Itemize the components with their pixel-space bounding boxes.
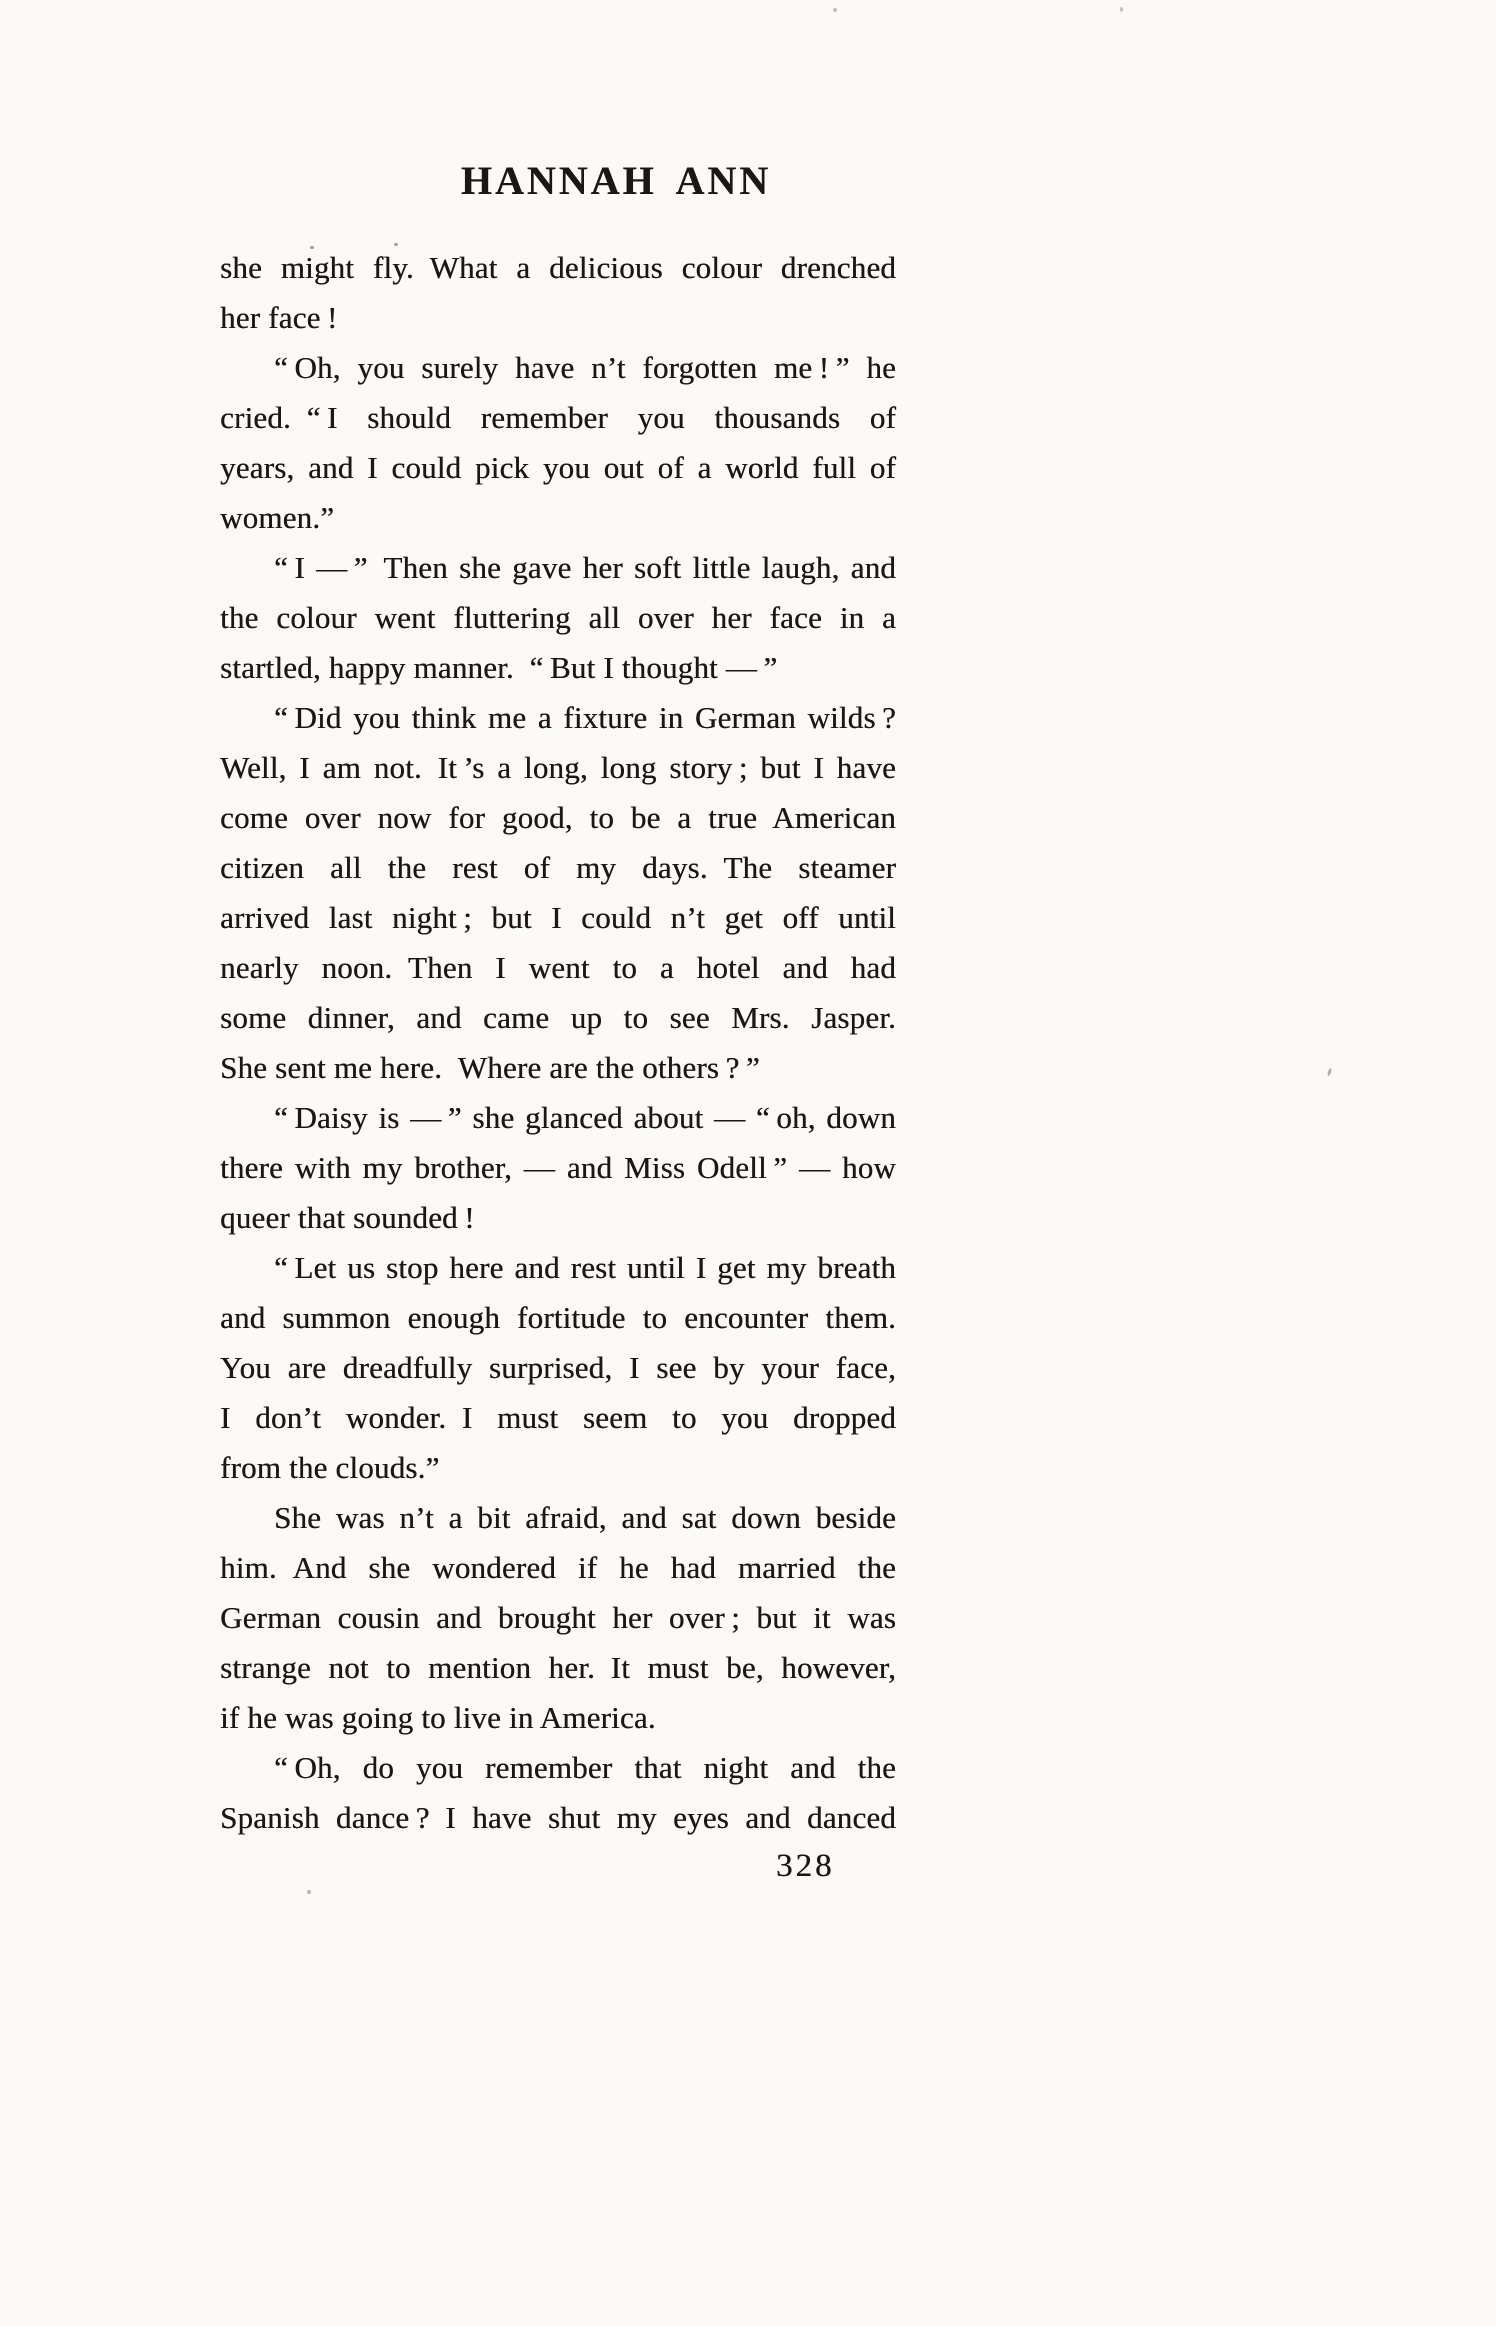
page-number: 328 xyxy=(776,1848,835,1884)
text-line: her face ! xyxy=(220,300,338,335)
text-line: nearly noon. Then I went to a hotel and had xyxy=(220,950,896,985)
text-line: She sent me here. Where are the others ? ” xyxy=(220,1050,760,1085)
text-line: from the clouds.” xyxy=(220,1450,440,1485)
text-line: arrived last night ; but I could n’t get off until xyxy=(220,900,896,935)
text-line: “ Did you think me a fixture in German wilds ? xyxy=(274,700,896,735)
text-line: years, and I could pick you out of a world full of xyxy=(220,450,896,485)
text-line: You are dreadfully surprised, I see by your face, xyxy=(220,1350,896,1385)
text-line: and summon enough fortitude to encounter them. xyxy=(220,1300,896,1335)
text-line: there with my brother, — and Miss Odell ” — how xyxy=(220,1150,896,1185)
text-line: “ Daisy is — ” she glanced about — “ oh, down xyxy=(274,1100,896,1135)
scan-speck xyxy=(1327,1068,1332,1077)
text-line: she might fly. What a delicious colour drenched xyxy=(220,250,896,285)
text-line: citizen all the rest of my days. The steamer xyxy=(220,850,896,885)
scan-speck xyxy=(833,8,837,12)
text-line: strange not to mention her. It must be, however, xyxy=(220,1650,896,1685)
text-line: queer that sounded ! xyxy=(220,1200,475,1235)
text-line: startled, happy manner. “ But I thought — ” xyxy=(220,650,778,685)
scan-speck xyxy=(1120,7,1123,12)
scan-speck xyxy=(310,246,314,249)
text-line: “ Oh, do you remember that night and the xyxy=(274,1750,896,1785)
text-line: German cousin and brought her over ; but it was xyxy=(220,1600,896,1635)
text-line: the colour went fluttering all over her face in a xyxy=(220,600,896,635)
text-line: She was n’t a bit afraid, and sat down beside xyxy=(274,1500,896,1535)
running-head: HANNAH ANN xyxy=(460,158,772,203)
text-line: Spanish dance ? I have shut my eyes and danced xyxy=(220,1800,896,1835)
text-line: women.” xyxy=(220,500,335,535)
scan-speck xyxy=(394,243,398,246)
text-line: him. And she wondered if he had married the xyxy=(220,1550,896,1585)
scan-speck xyxy=(307,1890,311,1894)
text-line: some dinner, and came up to see Mrs. Jasper. xyxy=(220,1000,896,1035)
text-line: Well, I am not. It ’s a long, long story ; but I have xyxy=(220,750,896,785)
text-line: “ I — ” Then she gave her soft little laugh, and xyxy=(274,550,896,585)
body-text xyxy=(220,243,896,1843)
text-line: if he was going to live in America. xyxy=(220,1700,656,1735)
text-line: cried. “ I should remember you thousands of xyxy=(220,400,896,435)
text-line: come over now for good, to be a true American xyxy=(220,800,896,835)
text-line: I don’t wonder. I must seem to you dropped xyxy=(220,1400,896,1435)
text-line: “ Oh, you surely have n’t forgotten me ! ” he xyxy=(274,350,896,385)
text-line: “ Let us stop here and rest until I get my breath xyxy=(274,1250,896,1285)
